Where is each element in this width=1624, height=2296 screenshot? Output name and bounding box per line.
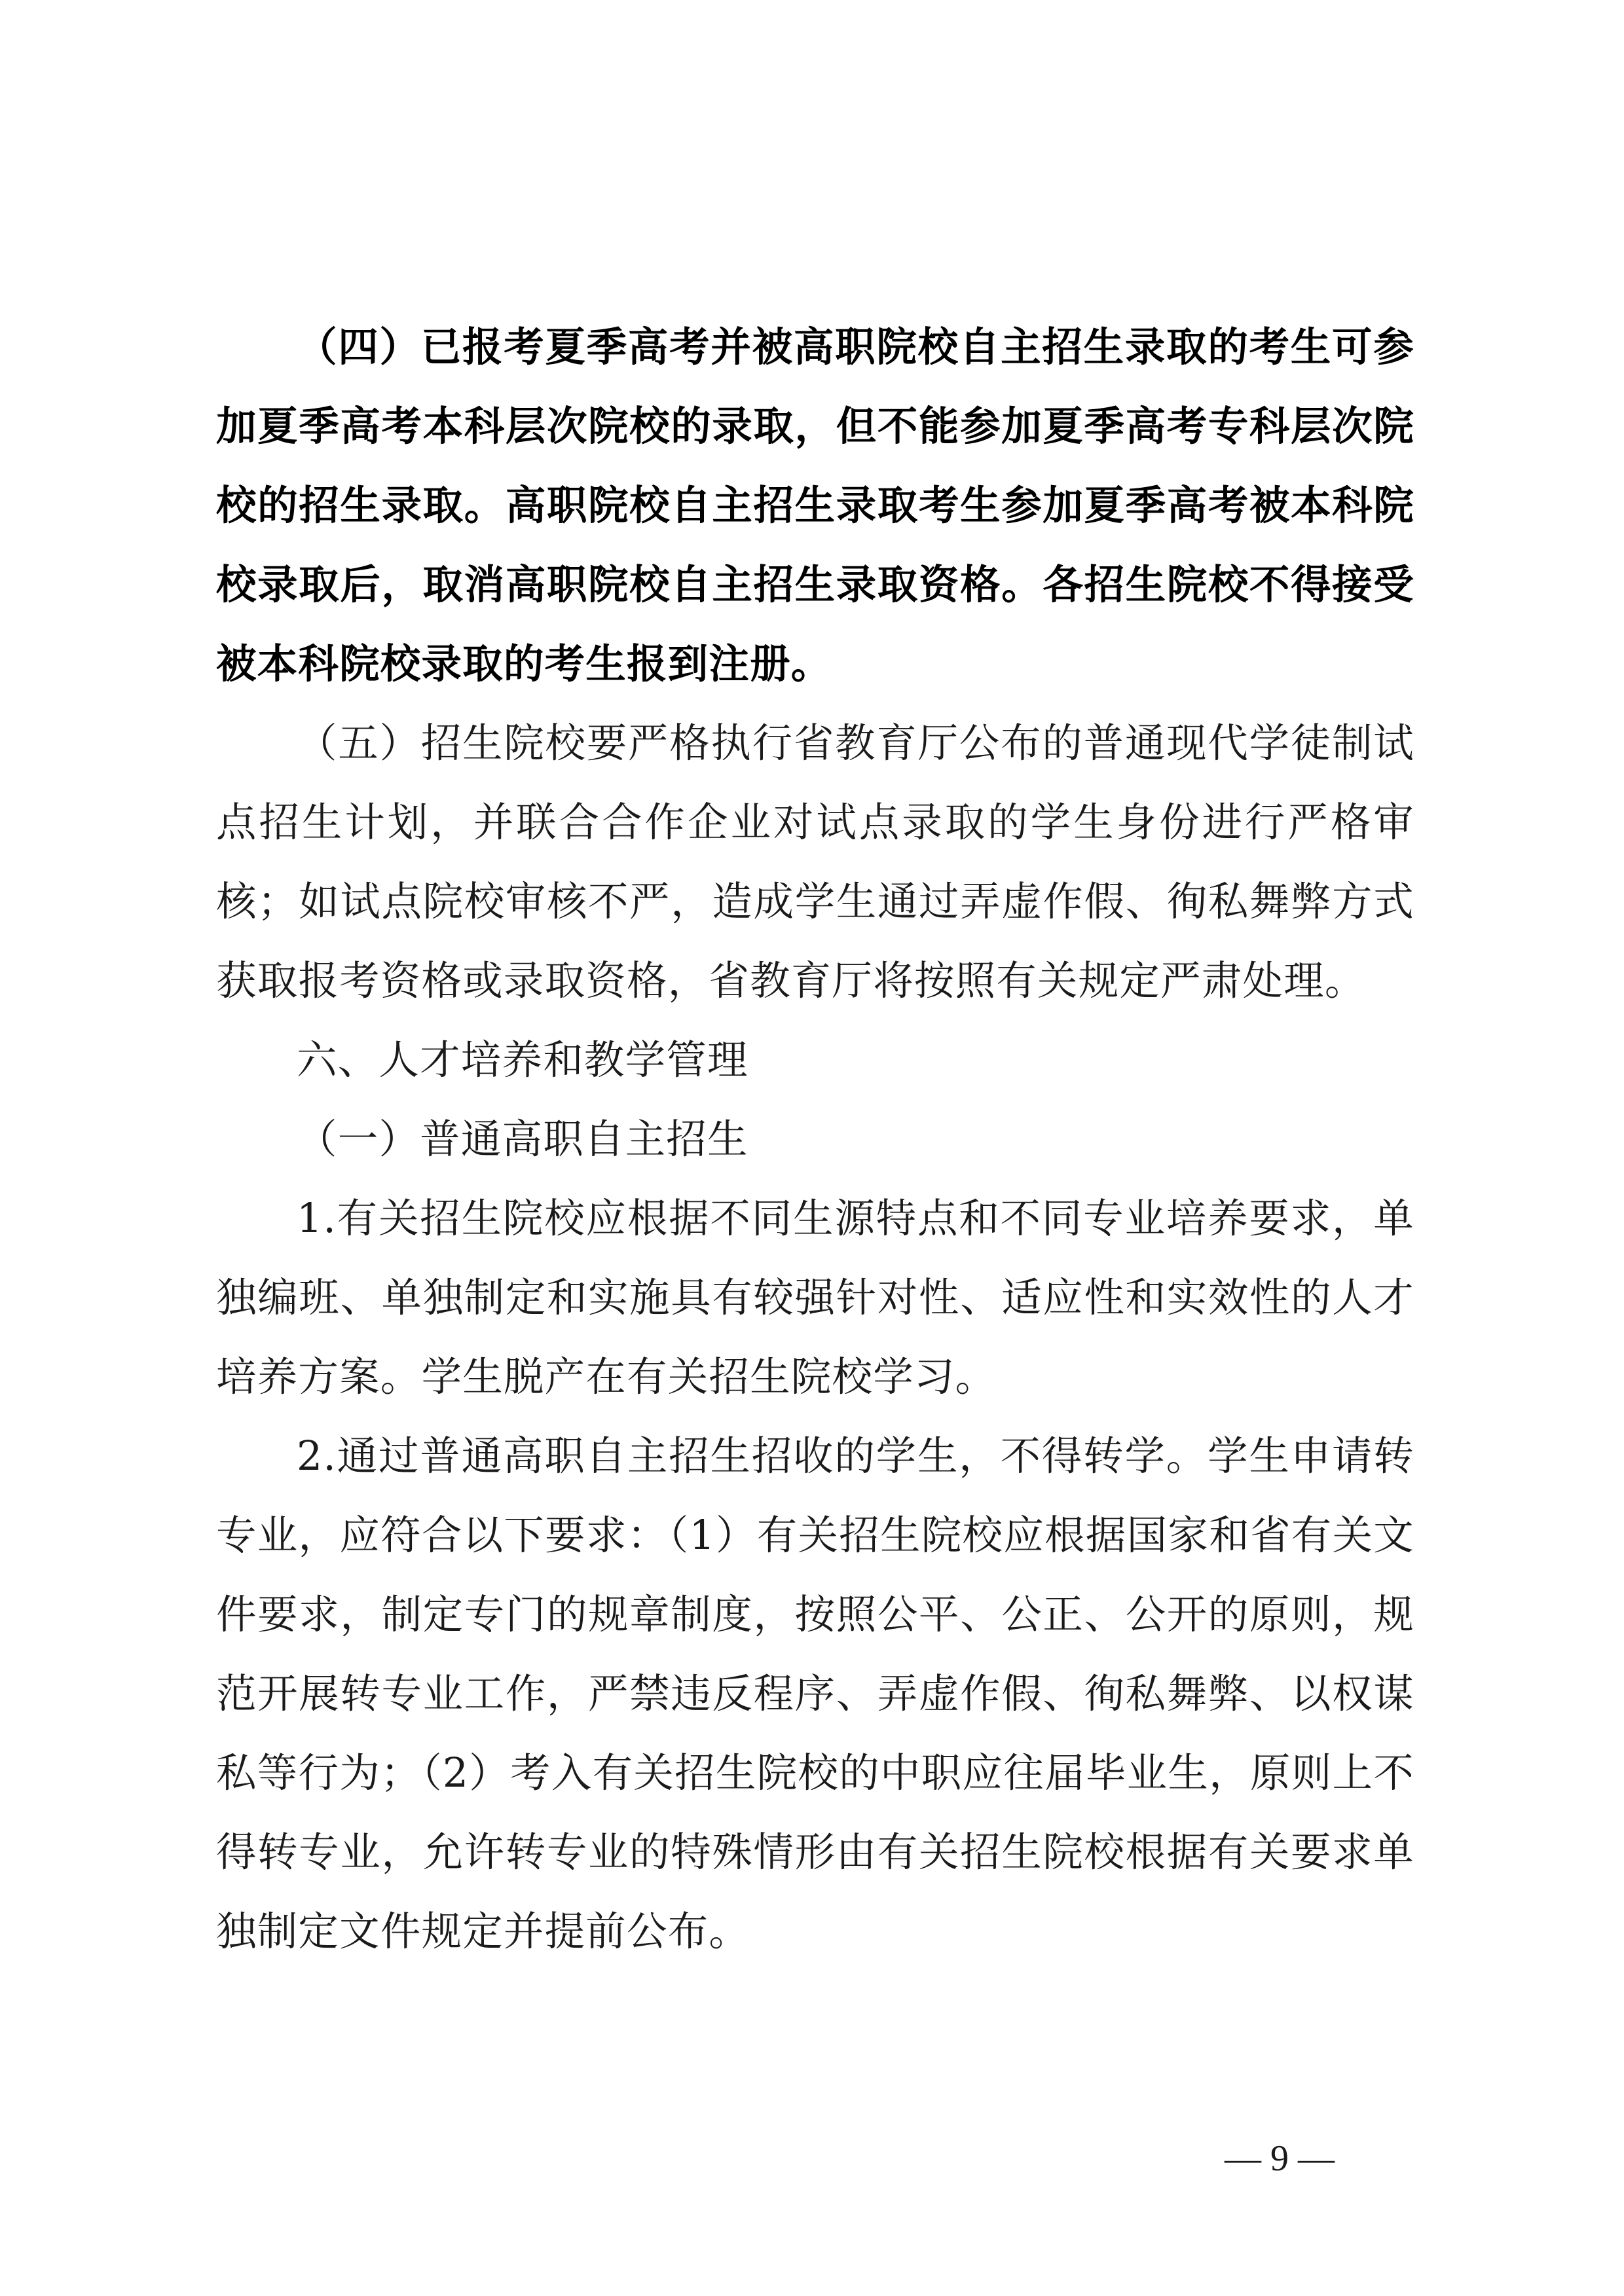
paragraph-section-4: （四）已报考夏季高考并被高职院校自主招生录取的考生可参加夏季高考本科层次院校的录取，但不能参加夏季高考专科层次院校的招生录取。高职院校自主招生录取考生参加夏季高考被本科院校录取后，取消高职院校自主招生录取资格。各招生院校不得接受被本科院校录取的考生报到注册。: [216, 323, 1414, 687]
page-number: — 9 —: [1225, 2138, 1335, 2179]
subheading-section-6-1: （一）普通高职自主招生: [297, 1116, 748, 1163]
heading-section-6: 六、人才培养和教学管理: [297, 1036, 748, 1084]
paragraph-item-2: 2.通过普通高职自主招生招收的学生，不得转学。学生申请转专业，应符合以下要求：（1）有关招生院校应根据国家和省有关文件要求，制定专门的规章制度，按照公平、公正、公开的原则，规范开展转专业工作，严禁违反程序、弄虚作假、徇私舞弊、以权谋私等行为；（2）考入有关招生院校的中职应往届毕业生，原则上不得转专业，允许转专业的特殊情形由有关招生院校根据有关要求单独制定文件规定并提前公布。: [216, 1432, 1414, 1955]
paragraph-section-5: （五）招生院校要严格执行省教育厅公布的普通现代学徒制试点招生计划，并联合合作企业对试点录取的学生身份进行严格审核；如试点院校审核不严，造成学生通过弄虚作假、徇私舞弊方式获取报考资格或录取资格，省教育厅将按照有关规定严肃处理。: [216, 720, 1414, 1004]
paragraph-item-1: 1.有关招生院校应根据不同生源特点和不同专业培养要求，单独编班、单独制定和实施具有较强针对性、适应性和实效性的人才培养方案。学生脱产在有关招生院校学习。: [216, 1195, 1414, 1400]
body-text: [216, 308, 1414, 1971]
